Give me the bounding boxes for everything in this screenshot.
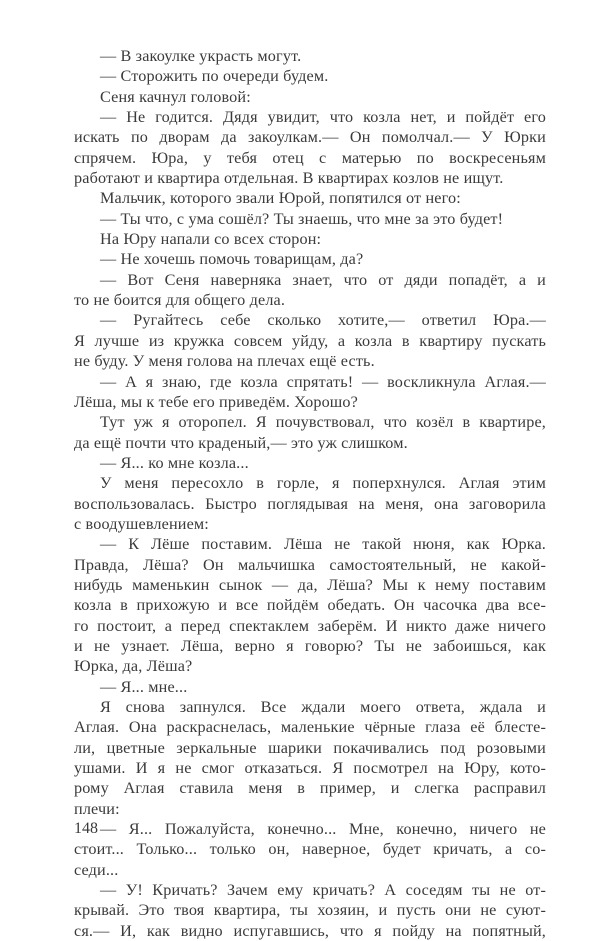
text-line: рому Аглая ставила меня в пример, и слегка расправил — [74, 779, 546, 798]
text-line: го постоит, а перед спектаклем заберём. И никто даже ничего — [74, 616, 546, 635]
text-line: Юрка, да, Лёша? — [74, 657, 193, 676]
text-line: — К Лёше поставим. Лёша не такой нюня, как Юрка. — [100, 535, 546, 554]
page-number: 148 — [74, 820, 98, 837]
text-line: воспользовалась. Быстро поглядывая на меня, она заговорила — [74, 494, 546, 513]
text-line: Сеня качнул головой: — [100, 87, 251, 106]
text-line: ли, цветные зеркальные шарики покачивались под розовыми — [74, 738, 546, 757]
text-line: Мальчик, которого звали Юрой, попятился от него: — [100, 189, 461, 208]
text-line: работают и квартира отдельная. В квартирах козлов не ищут. — [74, 169, 504, 188]
text-line: — Я... ко мне козла... — [100, 453, 249, 472]
text-line: не буду. У меня голова на плечах ещё есть. — [74, 352, 375, 371]
text-line: спрячем. Юра, у тебя отец с матерью по воскресеньям — [74, 148, 546, 167]
text-line: стоит... Только... только он, наверное, будет кричать, а со- — [74, 840, 546, 859]
text-line: — А я знаю, где козла спрятать! — воскликнула Аглая.— — [100, 372, 546, 391]
text-line: — В закоулке украсть могут. — [100, 47, 302, 65]
text-line: Тут уж я оторопел. Я почувствовал, что козёл в квартире, — [100, 413, 546, 432]
text-line: то не боится для общего дела. — [74, 291, 286, 310]
text-line: ушами. И я не смог отказаться. Я посмотрел на Юру, кото- — [74, 759, 546, 778]
text-line: Я лучше из кружка совсем уйду, а козла в квартиру пускать — [74, 331, 546, 350]
text-line: — Не хочешь помочь товарищам, да? — [100, 250, 364, 269]
text-line: ся.— И, как видно испугавшись, что я пойду на попятный, — [74, 921, 546, 940]
text-line: Правда, Лёша? Он мальчишка самостоятельный, не какой- — [74, 555, 546, 574]
text-line: — Ругайтесь себе сколько хотите,— ответил Юра.— — [100, 311, 546, 330]
text-line: Я снова запнулся. Все ждали моего ответа, ждала и — [100, 698, 546, 716]
text-line: На Юру напали со всех сторон: — [100, 230, 322, 249]
text-line: плечи: — [74, 799, 120, 818]
text-line: — Ты что, с ума сошёл? Ты знаешь, что мне за это будет! — [100, 209, 504, 228]
text-line: — Не годится. Дядя увидит, что козла нет, и пойдёт его — [100, 108, 546, 127]
text-line: У меня пересохло в горле, я поперхнулся. Аглая этим — [100, 474, 546, 493]
text-line: — Сторожить по очереди будем. — [100, 67, 329, 86]
text-line: Аглая. Она раскраснелась, маленькие чёрные глаза её блесте- — [74, 718, 546, 737]
text-line: козла в прихожую и все пойдём обедать. Он часочка два все- — [74, 596, 546, 615]
text-line: крывай. Это твоя квартира, ты хозяин, и пусть они не суют- — [74, 901, 546, 920]
text-line: — Я... Пожалуйста, конечно... Мне, конечно, ничего не — [100, 820, 546, 839]
text-line: Лёша, мы к тебе его приведём. Хорошо? — [74, 392, 359, 411]
text-line: и не узнает. Лёша, верно я говорю? Ты не забоишься, как — [74, 636, 546, 655]
text-line: да ещё почти что краденый,— это уж слишком. — [74, 433, 408, 452]
text-line: — Я... мне... — [100, 677, 188, 696]
text-line: с воодушевлением: — [74, 514, 209, 533]
text-line: нибудь маменькин сынок — да, Лёша? Мы к нему поставим — [74, 575, 546, 594]
text-line: седи... — [74, 860, 119, 879]
text-line: — У! Кричать? Зачем ему кричать? А соседям ты не от- — [100, 881, 546, 900]
text-line: искать по дворам да закоулкам.— Он помолчал.— У Юрки — [74, 128, 546, 147]
page-body-text — [74, 46, 546, 941]
text-line: — Вот Сеня наверняка знает, что от дяди попадёт, а и — [100, 270, 546, 289]
